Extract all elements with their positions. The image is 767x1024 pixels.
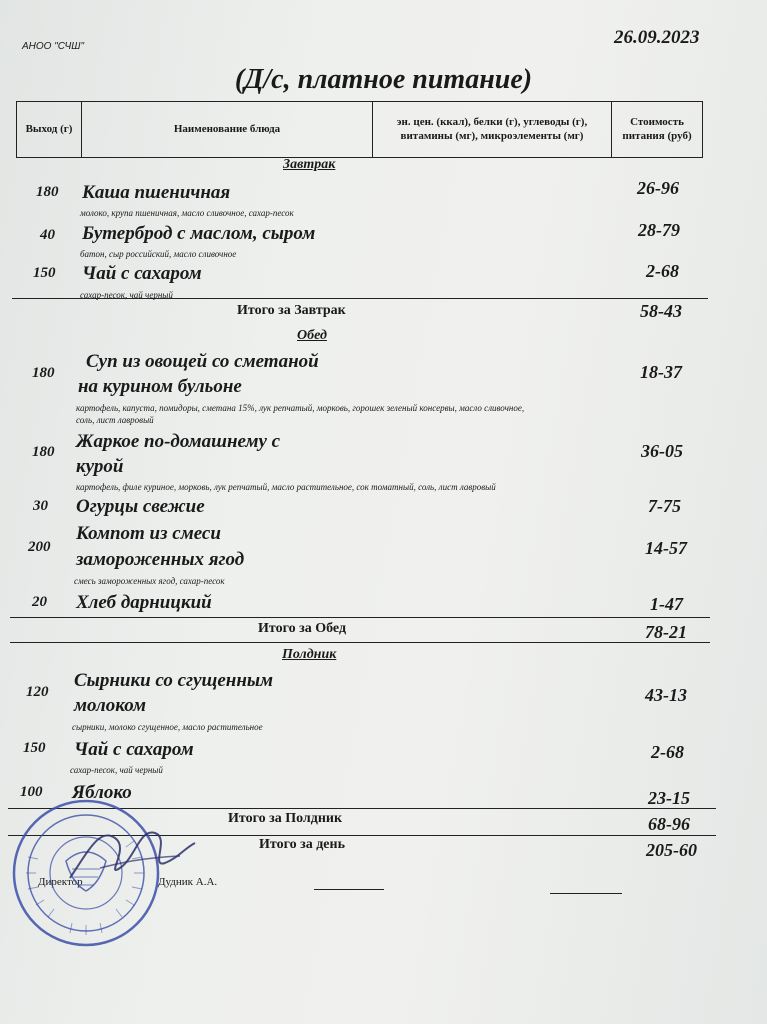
- lunch-item-1-price: 18-37: [640, 362, 682, 382]
- lunch-item-1-ingredients-line1: картофель, капуста, помидоры, сметана 15%, лук репчатый, морковь, горошек зеленый консервы, масло сливочное,: [76, 403, 525, 413]
- lunch-total-value: 78-21: [645, 622, 687, 642]
- snack-item-2-ingredients: сахар-песок, чай черный: [70, 765, 163, 775]
- lunch-item-4-price: 14-57: [645, 538, 687, 558]
- lunch-item-2-name-line1: Жаркое по-домашнему с: [76, 431, 281, 452]
- lunch-item-1-name-line1: Суп из овощей со сметаной: [86, 351, 319, 372]
- snack-item-2-qty: 150: [23, 740, 46, 756]
- lunch-item-2-price: 36-05: [641, 441, 683, 461]
- snack-item-1-name-line1: Сырники со сгущенным: [74, 670, 274, 691]
- organization-name: АНОО "СЧШ": [22, 41, 85, 52]
- lunch-item-4-qty: 200: [28, 539, 51, 555]
- lunch-item-4-ingredients: смесь замороженных ягод, сахар-песок: [74, 576, 225, 586]
- snack-item-2-price: 2-68: [651, 742, 684, 762]
- day-total-value: 205-60: [646, 840, 697, 860]
- lunch-item-2-name-line2: курой: [76, 456, 124, 477]
- director-label: Директор: [38, 876, 83, 888]
- menu-date: 26.09.2023: [614, 27, 700, 48]
- lunch-item-3-name: Огурцы свежие: [76, 496, 205, 517]
- snack-item-3-qty: 100: [20, 784, 43, 800]
- breakfast-item-1-ingredients: молоко, крупа пшеничная, масло сливочное, сахар-песок: [80, 208, 294, 218]
- director-signature: [60, 808, 200, 898]
- divider-breakfast: [12, 298, 708, 299]
- snack-item-1-qty: 120: [26, 684, 49, 700]
- lunch-item-2-qty: 180: [32, 444, 55, 460]
- lunch-item-3-price: 7-75: [648, 496, 681, 516]
- breakfast-item-2-name: Бутерброд с маслом, сыром: [82, 223, 316, 244]
- day-total-label: Итого за день: [259, 837, 345, 852]
- breakfast-total-label: Итого за Завтрак: [237, 303, 346, 318]
- breakfast-item-3-qty: 150: [33, 265, 56, 281]
- breakfast-item-3-price: 2-68: [646, 261, 679, 281]
- lunch-item-5-name: Хлеб дарницкий: [76, 592, 212, 613]
- header-nutrition: эн. цен. (ккал), белки (г), углеводы (г), витамины (мг), микроэлементы (мг): [373, 102, 612, 158]
- lunch-item-5-price: 1-47: [650, 594, 683, 614]
- snack-total-value: 68-96: [648, 814, 690, 834]
- signature-line-1: [314, 889, 384, 890]
- breakfast-total-value: 58-43: [640, 301, 682, 321]
- director-name: Дудник А.А.: [158, 876, 218, 888]
- snack-item-1-price: 43-13: [645, 685, 687, 705]
- breakfast-item-1-name: Каша пшеничная: [82, 182, 231, 203]
- divider-lunch: [10, 617, 710, 618]
- snack-item-2-name: Чай с сахаром: [74, 739, 194, 760]
- breakfast-item-1-qty: 180: [36, 184, 59, 200]
- breakfast-item-2-qty: 40: [40, 227, 55, 243]
- breakfast-item-3-name: Чай с сахаром: [82, 263, 202, 284]
- lunch-item-4-name-line2: замороженных ягод: [76, 549, 245, 570]
- header-yield: Выход (г): [17, 102, 82, 158]
- header-dish-name: Наименование блюда: [82, 102, 373, 158]
- lunch-item-5-qty: 20: [32, 594, 47, 610]
- section-breakfast-title: Завтрак: [283, 157, 336, 172]
- section-lunch-title: Обед: [297, 328, 327, 343]
- snack-item-3-name: Яблоко: [72, 782, 132, 803]
- page-title: (Д/с, платное питание): [234, 64, 533, 95]
- lunch-total-label: Итого за Обед: [258, 621, 347, 636]
- breakfast-item-3-ingredients: сахар-песок, чай черный: [80, 290, 173, 300]
- breakfast-item-1-price: 26-96: [637, 178, 679, 198]
- lunch-item-4-name-line1: Компот из смеси: [76, 523, 221, 544]
- divider-lunch-bottom: [10, 642, 710, 643]
- breakfast-item-2-ingredients: батон, сыр российский, масло сливочное: [80, 249, 237, 259]
- signature-line-2: [550, 893, 622, 894]
- breakfast-item-2-price: 28-79: [638, 220, 680, 240]
- snack-item-1-name-line2: молоком: [74, 695, 146, 716]
- lunch-item-2-ingredients: картофель, филе куриное, морковь, лук репчатый, масло растительное, сок томатный, соль, лист лавровый: [76, 482, 496, 492]
- snack-total-label: Итого за Полдник: [228, 811, 343, 826]
- lunch-item-1-qty: 180: [32, 365, 55, 381]
- snack-item-1-ingredients: сырники, молоко сгущенное, масло растительное: [72, 722, 263, 732]
- lunch-item-1-name-line2: на курином бульоне: [78, 376, 242, 397]
- snack-item-3-price: 23-15: [648, 788, 690, 808]
- lunch-item-1-ingredients-line2: соль, лист лавровый: [76, 415, 154, 425]
- lunch-item-3-qty: 30: [33, 498, 48, 514]
- section-snack-title: Полдник: [282, 647, 337, 662]
- menu-header-table: [16, 101, 703, 158]
- header-cost: Стоимость питания (руб): [612, 102, 703, 158]
